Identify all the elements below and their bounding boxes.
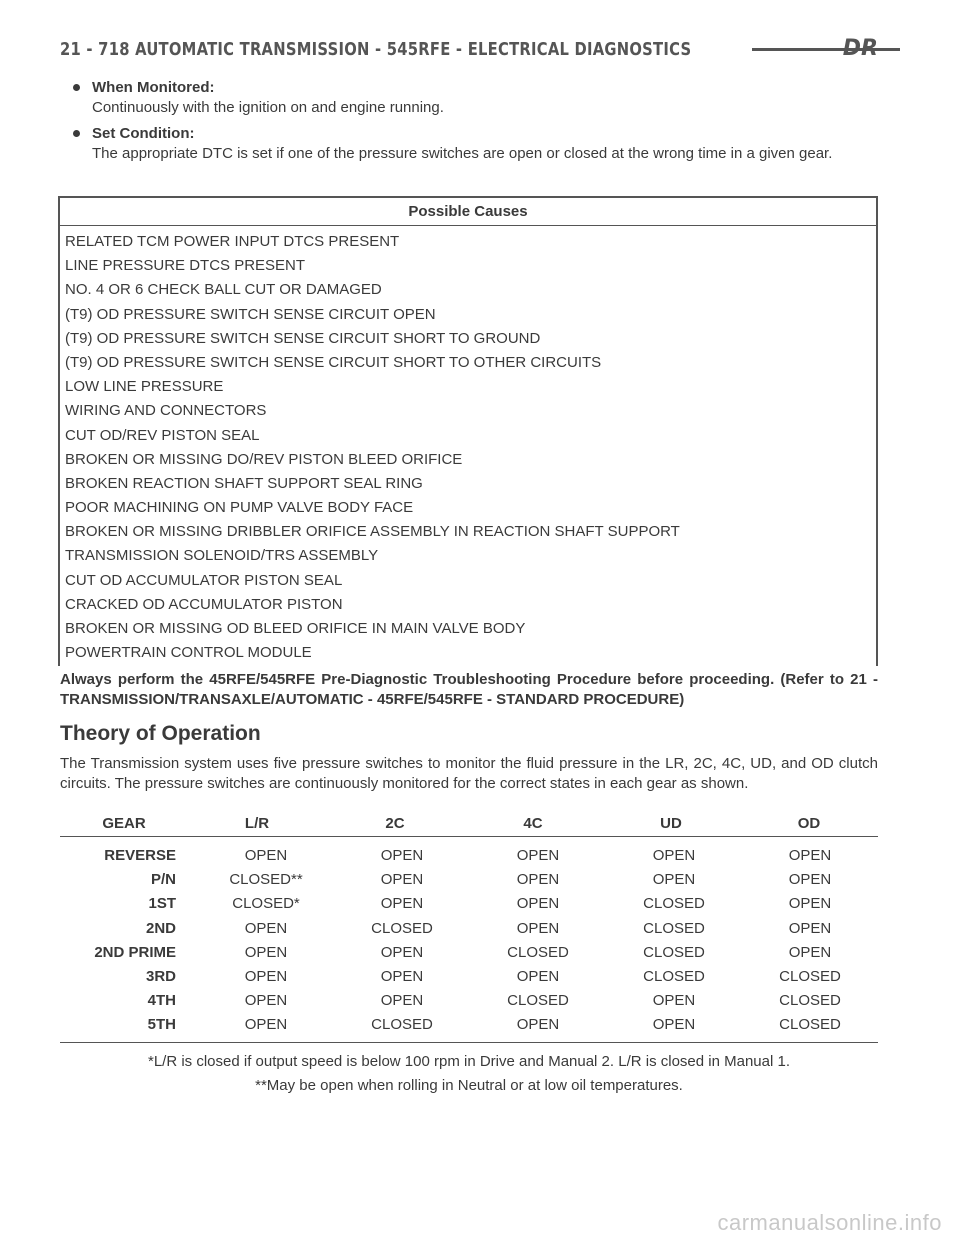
switch-state-cell: OPEN [380,847,424,864]
cause-item: BROKEN OR MISSING DO/REV PISTON BLEED ORIFICE [65,450,463,468]
switch-state-cell: OPEN [244,943,288,961]
table-body [60,837,878,1043]
switch-state-cell: CLOSED* [232,895,300,913]
gear-cell: P/N [150,871,176,889]
bullet-dot-icon [73,130,80,137]
cause-item: BROKEN REACTION SHAFT SUPPORT SEAL RING [65,474,423,492]
cause-item: NO. 4 OR 6 CHECK BALL CUT OR DAMAGED [65,281,382,299]
switch-state-cell: CLOSED** [229,871,303,889]
gear-cell: 5TH [147,1016,176,1034]
possible-causes-table [58,196,878,666]
switch-state-cell: OPEN [380,895,424,913]
switch-state-cell: OPEN [380,871,424,889]
gear-cell: 4TH [147,992,176,1010]
switch-state-cell: OPEN [516,1016,560,1034]
bullet-set-condition [70,124,878,164]
section-paragraph: The Transmission system uses five pressure switches to monitor the fluid pressure in the LR, 2C, 4C, UD, and OD clutch circuits. The pressure switches are continuously monitored for the correct states in each gear as shown. [60,755,878,792]
cause-item: CUT OD/REV PISTON SEAL [65,426,260,444]
cause-item: (T9) OD PRESSURE SWITCH SENSE CIRCUIT SHORT TO OTHER CIRCUITS [65,353,602,371]
possible-causes-heading: Possible Causes [60,198,876,226]
switch-state-cell: OPEN [516,847,560,864]
cause-item: LOW LINE PRESSURE [65,378,224,396]
switch-state-cell: OPEN [244,1016,288,1034]
switch-state-cell: OPEN [788,895,832,913]
switch-state-cell: OPEN [244,919,288,937]
column-header: OD [797,815,821,832]
bullet-dot-icon [73,84,80,91]
gear-cell: 1ST [148,895,176,913]
bullet-text: The appropriate DTC is set if one of the pressure switches are open or closed at the wrong time in a given gear. [92,145,833,162]
gear-cell: 3RD [145,967,176,985]
cause-item: (T9) OD PRESSURE SWITCH SENSE CIRCUIT OPEN [65,305,436,323]
footnote: **May be open when rolling in Neutral or at low oil temperatures. [255,1077,683,1094]
cause-item: CRACKED OD ACCUMULATOR PISTON [65,595,343,613]
section-title: Theory of Operation [60,722,261,745]
switch-state-cell: OPEN [788,871,832,889]
switch-state-cell: OPEN [516,871,560,889]
switch-state-cell: CLOSED [643,967,705,985]
switch-state-cell: OPEN [516,967,560,985]
table-row [60,1013,878,1037]
gear-cell: 2ND [145,919,176,937]
bullet-label: When Monitored: [92,79,215,96]
footnote: *L/R is closed if output speed is below 100 rpm in Drive and Manual 2. L/R is closed in Manual 1. [147,1053,790,1070]
switch-state-cell: OPEN [652,1016,696,1034]
switch-state-cell: OPEN [244,992,288,1010]
cause-item: TRANSMISSION SOLENOID/TRS ASSEMBLY [65,547,379,565]
table-row [60,917,878,941]
switch-state-cell: OPEN [244,967,288,985]
switch-state-cell: OPEN [516,895,560,913]
header-model-code: DR [842,36,878,61]
watermark-text: carmanualsonline.info [717,1210,942,1235]
switch-state-cell: CLOSED [643,943,705,961]
switch-state-cell: OPEN [652,847,696,864]
switch-state-cell: CLOSED [371,919,433,937]
header-title: 21 - 718 AUTOMATIC TRANSMISSION - 545RFE - ELECTRICAL DIAGNOSTICS [60,38,692,60]
switch-state-cell: OPEN [380,992,424,1010]
bullet-label: Set Condition: [92,125,195,142]
cause-item: POWERTRAIN CONTROL MODULE [65,644,312,662]
switch-state-cell: CLOSED [779,967,841,985]
switch-state-cell: OPEN [380,967,424,985]
procedure-note: Always perform the 45RFE/545RFE Pre-Diagnostic Troubleshooting Procedure before proceeding. (Refer to 21 - TRANSMISSION/TRANSAXLE/AUTOMATIC - 45RFE/545RFE - STANDARD PROCEDURE) [60,671,878,708]
page-header [60,34,878,64]
cause-item: CUT OD ACCUMULATOR PISTON SEAL [65,571,343,589]
switch-state-cell: OPEN [788,943,832,961]
table-row [60,868,878,892]
cause-item: BROKEN OR MISSING DRIBBLER ORIFICE ASSEMBLY IN REACTION SHAFT SUPPORT [65,523,680,541]
switch-state-cell: CLOSED [779,992,841,1010]
switch-state-cell: CLOSED [643,895,705,913]
switch-state-cell: OPEN [516,919,560,937]
switch-state-cell: CLOSED [643,919,705,937]
bullet-text: Continuously with the ignition on and engine running. [92,99,444,116]
table-row [60,941,878,965]
possible-causes-list [60,226,876,665]
cause-item: (T9) OD PRESSURE SWITCH SENSE CIRCUIT SHORT TO GROUND [65,329,541,347]
cause-item: BROKEN OR MISSING OD BLEED ORIFICE IN MAIN VALVE BODY [65,620,526,637]
cause-item: RELATED TCM POWER INPUT DTCS PRESENT [65,233,400,250]
column-header: 4C [523,815,543,832]
switch-state-cell: OPEN [380,943,424,961]
column-header: GEAR [102,815,146,832]
column-header: 2C [385,815,405,832]
table-footnotes [60,1050,878,1098]
table-row [60,989,878,1013]
switch-state-cell: CLOSED [779,1016,841,1034]
bullet-when-monitored [70,78,878,118]
column-header: L/R [244,815,270,832]
switch-state-cell: CLOSED [371,1016,433,1034]
table-row [60,892,878,916]
switch-state-cell: CLOSED [507,992,569,1010]
cause-item: WIRING AND CONNECTORS [65,402,267,420]
table-row [60,844,878,868]
switch-state-cell: OPEN [244,847,288,864]
switch-state-cell: OPEN [788,847,832,864]
switch-state-cell: OPEN [652,871,696,889]
switch-state-cell: CLOSED [507,943,569,961]
gear-cell: REVERSE [104,847,176,864]
table-header-row [60,812,878,837]
switch-state-cell: OPEN [788,919,832,937]
switch-state-cell: OPEN [652,992,696,1010]
gear-switch-table [60,812,878,1043]
monitor-conditions [70,78,878,170]
table-row [60,965,878,989]
cause-item: LINE PRESSURE DTCS PRESENT [65,257,306,275]
cause-item: POOR MACHINING ON PUMP VALVE BODY FACE [65,499,414,517]
column-header: UD [660,815,682,832]
gear-cell: 2ND PRIME [94,943,176,961]
